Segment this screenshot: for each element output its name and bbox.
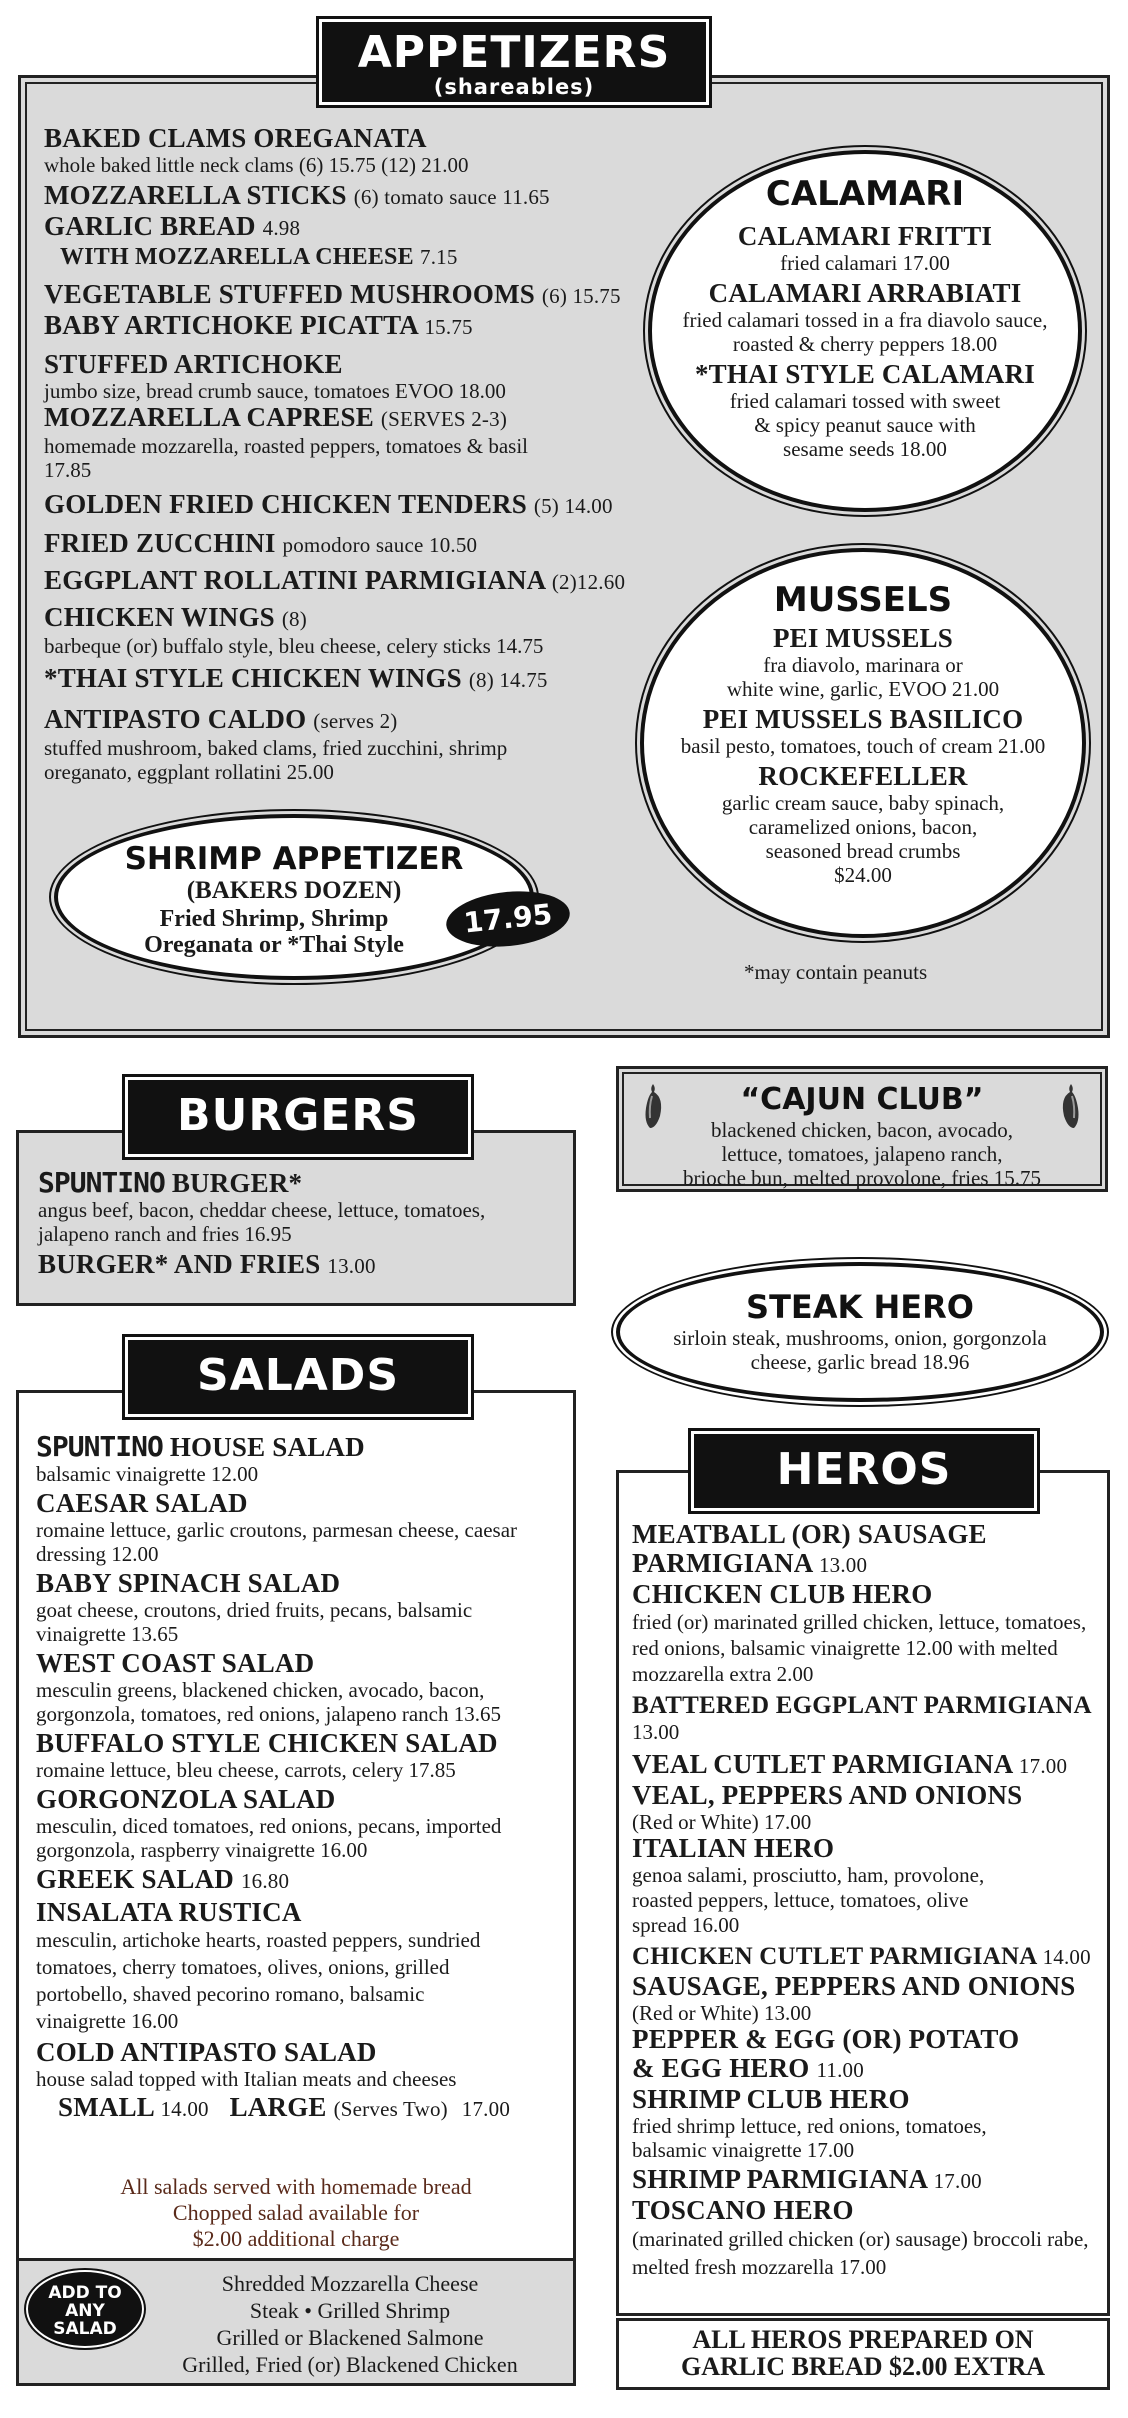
calamari-item: CALAMARI FRITTI	[737, 221, 993, 251]
add-badge-text: ADD TO ANY SALAD	[48, 2283, 122, 2339]
item-desc: (Red or White) 17.00	[632, 1810, 812, 1834]
peanut-note: *may contain peanuts	[744, 960, 928, 984]
item-desc: (marinated grilled chicken (or) sausage) broccoli rabe, melted fresh mozzarella 17.00	[632, 2227, 1089, 2279]
calamari-desc: sesame seeds 18.00	[783, 437, 947, 461]
calamari-item: *THAI STYLE CALAMARI	[694, 359, 1036, 389]
item-desc: whole baked little neck clams (6) 15.75 (12) 21.00	[44, 153, 469, 177]
list-item: SHRIMP PARMIGIANA 17.00	[632, 2164, 982, 2194]
salad-sizes: SMALL 14.00 LARGE (Serves Two) 17.00	[58, 2092, 511, 2122]
list-item: WITH MOZZARELLA CHEESE 7.15	[60, 244, 458, 270]
mussels-oval	[640, 548, 1086, 938]
salad-list	[36, 1432, 566, 2124]
list-item: BUFFALO STYLE CHICKEN SALAD	[36, 1728, 498, 1758]
hero-list	[632, 1520, 1106, 2281]
spuntino-logo: SPUNTINO	[36, 1430, 163, 1463]
list-item: SPUNTINO HOUSE SALAD	[36, 1430, 365, 1463]
burgers-header	[128, 1080, 468, 1154]
list-item: SHRIMP CLUB HERO	[632, 2084, 910, 2114]
salads-header	[128, 1340, 468, 1414]
list-item: BABY SPINACH SALAD	[36, 1568, 341, 1598]
appetizers-title: APPETIZERS	[357, 27, 671, 78]
item-desc: genoa salami, prosciutto, ham, provolone, roasted peppers, lettuce, tomatoes, olive spread 16.00	[632, 1863, 985, 1937]
list-item: VEAL, PEPPERS AND ONIONS	[632, 1780, 1023, 1810]
shrimp-appetizer-oval	[54, 814, 534, 980]
list-item: GORGONZOLA SALAD	[36, 1784, 336, 1814]
cajun-title: “CAJUN CLUB”	[740, 1082, 984, 1117]
list-item: SPUNTINO BURGER*	[38, 1166, 303, 1199]
list-item: CHICKEN WINGS (8)	[44, 602, 307, 632]
calamari-title: CALAMARI	[765, 174, 965, 214]
addon-item: Grilled or Blackened Salmone	[216, 2325, 484, 2350]
list-item: ANTIPASTO CALDO (serves 2)	[44, 704, 398, 734]
steak-hero-oval	[616, 1262, 1104, 1402]
salads-title: SALADS	[196, 1350, 400, 1401]
item-desc: jumbo size, bread crumb sauce, tomatoes EVOO 18.00	[44, 379, 506, 403]
item-desc: goat cheese, croutons, dried fruits, pecans, balsamic vinaigrette 13.65	[36, 1598, 473, 1646]
appetizers-subtitle: (shareables)	[433, 75, 595, 99]
shrimp-price: 17.95	[462, 897, 554, 940]
mussels-desc: garlic cream sauce, baby spinach,	[721, 791, 1005, 815]
list-item: WEST COAST SALAD	[36, 1648, 315, 1678]
item-desc: 13.00	[632, 1720, 680, 1744]
item-desc: stuffed mushroom, baked clams, fried zucchini, shrimp oreganato, eggplant rollatini 25.00	[44, 736, 508, 784]
addon-item: Shredded Mozzarella Cheese	[221, 2271, 479, 2296]
cajun-club-content	[616, 1082, 1108, 1190]
list-item: GOLDEN FRIED CHICKEN TENDERS (5) 14.00	[44, 489, 613, 519]
mussels-desc: fra diavolo, marinara or	[763, 653, 963, 677]
mussels-desc: basil pesto, tomatoes, touch of cream 21.00	[680, 734, 1046, 758]
salad-notes	[16, 2174, 576, 2252]
list-item: PEPPER & EGG (OR) POTATO & EGG HERO 11.00	[632, 2024, 1020, 2083]
item-desc: fried (or) marinated grilled chicken, lettuce, tomatoes, red onions, balsamic vinaigrette 12.00 with melted mozzarella extra 2.00	[632, 1610, 1087, 1686]
list-item: MEATBALL (OR) SAUSAGE PARMIGIANA 13.00	[632, 1519, 987, 1578]
list-item: TOSCANO HERO	[632, 2195, 854, 2225]
heros-footer-line: ALL HEROS PREPARED ON	[692, 2325, 1034, 2354]
mussels-desc: seasoned bread crumbs	[765, 839, 961, 863]
item-desc: house salad topped with Italian meats and cheeses	[36, 2067, 457, 2091]
list-item: CAESAR SALAD	[36, 1488, 248, 1518]
list-item: BATTERED EGGPLANT PARMIGIANA	[632, 1692, 1092, 1719]
shrimp-line2: Oreganata or *Thai Style	[144, 932, 404, 958]
item-desc: mesculin, diced tomatoes, red onions, pecans, imported gorgonzola, raspberry vinaigrette 16.00	[36, 1814, 502, 1862]
salad-addons	[130, 2270, 570, 2378]
calamari-desc: & spicy peanut sauce with	[754, 413, 976, 437]
list-item: BURGER* AND FRIES 13.00	[38, 1249, 376, 1279]
salad-note: $2.00 additional charge	[192, 2226, 400, 2251]
list-item: VEGETABLE STUFFED MUSHROOMS (6) 15.75	[44, 279, 621, 309]
mussels-item: PEI MUSSELS	[772, 623, 953, 653]
calamari-oval	[648, 150, 1082, 512]
shrimp-line1: Fried Shrimp, Shrimp	[159, 906, 389, 932]
list-item: ITALIAN HERO	[632, 1833, 835, 1863]
cajun-desc: blackened chicken, bacon, avocado,	[710, 1118, 1014, 1142]
calamari-desc: fried calamari tossed in a fra diavolo sauce,	[682, 308, 1048, 332]
shrimp-title: SHRIMP APPETIZER	[124, 841, 464, 877]
list-item: GARLIC BREAD 4.98	[44, 211, 301, 241]
burgers-title: BURGERS	[177, 1090, 419, 1141]
steak-desc: sirloin steak, mushrooms, onion, gorgonzola	[673, 1326, 1047, 1350]
mussels-desc: $24.00	[834, 863, 892, 887]
add-to-salad-badge	[26, 2270, 144, 2348]
item-desc: barbeque (or) buffalo style, bleu cheese, celery sticks 14.75	[44, 634, 544, 658]
appetizers-header	[322, 22, 706, 102]
mussels-item: ROCKEFELLER	[758, 761, 968, 791]
list-item: STUFFED ARTICHOKE	[44, 349, 343, 379]
item-desc: romaine lettuce, bleu cheese, carrots, celery 17.85	[36, 1758, 456, 1782]
salad-note: Chopped salad available for	[172, 2200, 420, 2225]
addon-item: Grilled, Fried (or) Blackened Chicken	[182, 2352, 518, 2377]
heros-footer-line: GARLIC BREAD $2.00 EXTRA	[680, 2352, 1046, 2381]
list-item: *THAI STYLE CHICKEN WINGS (8) 14.75	[44, 663, 548, 693]
shrimp-sub: (BAKERS DOZEN)	[186, 877, 402, 904]
item-desc: fried shrimp lettuce, red onions, tomatoes, balsamic vinaigrette 17.00	[632, 2114, 987, 2162]
list-item: INSALATA RUSTICA	[36, 1897, 302, 1927]
heros-header	[694, 1434, 1034, 1508]
list-item: CHICKEN CLUB HERO	[632, 1579, 933, 1609]
list-item: GREEK SALAD 16.80	[36, 1864, 290, 1894]
item-desc: mesculin greens, blackened chicken, avocado, bacon, gorgonzola, tomatoes, red onions, jalapeno ranch 13.65	[36, 1678, 501, 1726]
spuntino-logo: SPUNTINO	[38, 1166, 165, 1199]
item-desc: balsamic vinaigrette 12.00	[36, 1462, 259, 1486]
burger-list	[38, 1168, 558, 1281]
list-item: BABY ARTICHOKE PICATTA 15.75	[44, 310, 473, 340]
list-item: SAUSAGE, PEPPERS AND ONIONS	[632, 1971, 1076, 2001]
steak-desc: cheese, garlic bread 18.96	[750, 1350, 970, 1374]
steak-title: STEAK HERO	[746, 1288, 974, 1326]
list-item: MOZZARELLA CAPRESE (SERVES 2-3)	[44, 402, 508, 432]
item-desc: (Red or White) 13.00	[632, 2001, 812, 2025]
mussels-title: MUSSELS	[773, 580, 953, 620]
list-item: VEAL CUTLET PARMIGIANA 17.00	[632, 1749, 1068, 1779]
calamari-desc: fried calamari 17.00	[780, 251, 950, 275]
mussels-item: PEI MUSSELS BASILICO	[702, 704, 1024, 734]
salad-note: All salads served with homemade bread	[120, 2174, 472, 2199]
calamari-desc: roasted & cherry peppers 18.00	[732, 332, 998, 356]
item-desc: angus beef, bacon, cheddar cheese, lettuce, tomatoes, jalapeno ranch and fries 16.95	[38, 1198, 486, 1246]
calamari-item: CALAMARI ARRABIATI	[708, 278, 1022, 308]
calamari-desc: fried calamari tossed with sweet	[729, 389, 1001, 413]
addon-item: Steak • Grilled Shrimp	[249, 2298, 451, 2323]
heros-footer	[616, 2326, 1110, 2380]
list-item: MOZZARELLA STICKS (6) tomato sauce 11.65	[44, 180, 550, 210]
heros-title: HEROS	[776, 1444, 952, 1495]
item-desc: mesculin, artichoke hearts, roasted peppers, sundried tomatoes, cherry tomatoes, olives, onions, grilled portobello, shaved pecorino romano, balsamic vinaigrette 16.00	[36, 1928, 481, 2033]
cajun-desc: lettuce, tomatoes, jalapeno ranch,	[721, 1142, 1003, 1166]
item-desc: homemade mozzarella, roasted peppers, tomatoes & basil 17.85	[44, 434, 528, 482]
item-desc: romaine lettuce, garlic croutons, parmesan cheese, caesar dressing 12.00	[36, 1518, 518, 1566]
list-item: COLD ANTIPASTO SALAD	[36, 2037, 377, 2067]
appetizer-list	[44, 124, 644, 784]
list-item: EGGPLANT ROLLATINI PARMIGIANA (2)12.60	[44, 565, 626, 595]
cajun-desc: brioche bun, melted provolone, fries 15.75	[682, 1166, 1042, 1190]
mussels-desc: white wine, garlic, EVOO 21.00	[726, 677, 1000, 701]
list-item: BAKED CLAMS OREGANATA	[44, 123, 427, 153]
list-item: FRIED ZUCCHINI pomodoro sauce 10.50	[44, 528, 478, 558]
list-item: CHICKEN CUTLET PARMIGIANA 14.00	[632, 1943, 1091, 1970]
mussels-desc: caramelized onions, bacon,	[748, 815, 978, 839]
